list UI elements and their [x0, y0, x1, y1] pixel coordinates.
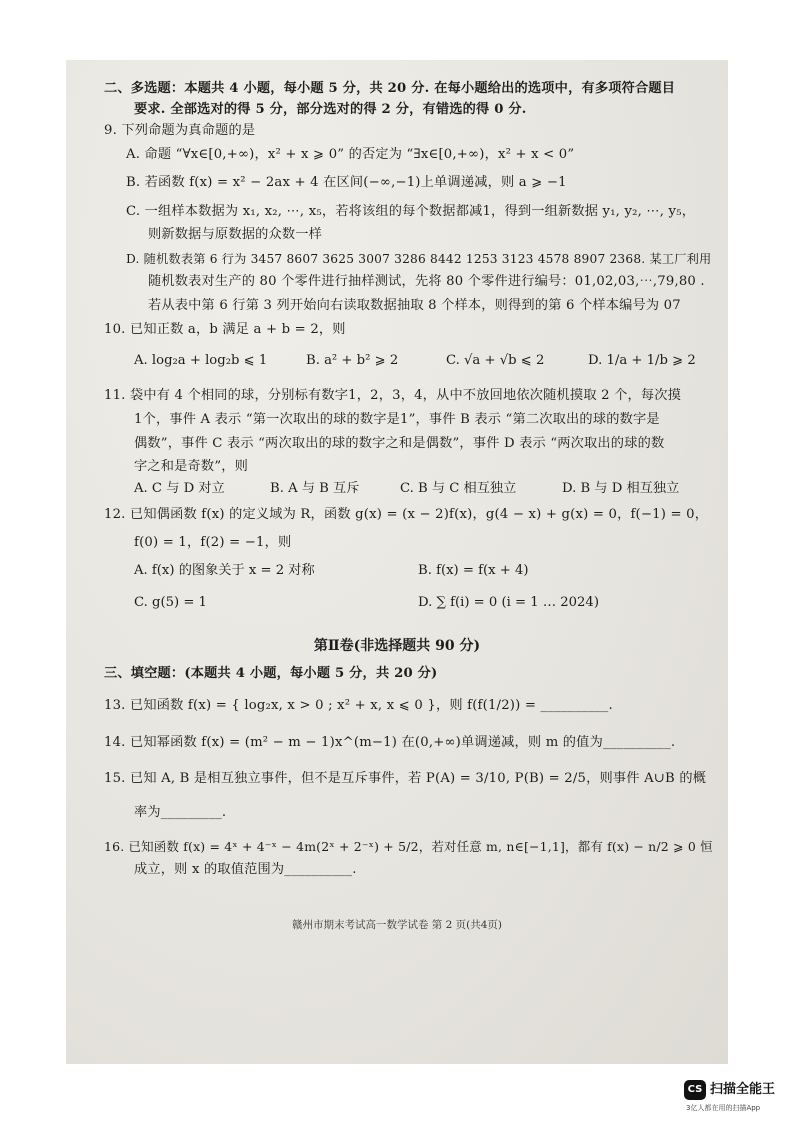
q16-line2: 成立，则 x 的取值范围为__________.: [134, 862, 357, 877]
q10-option-d: D. 1/a + 1/b ⩾ 2: [588, 353, 696, 368]
q12-option-c: C. g(5) = 1: [134, 595, 207, 610]
q12-line1: 12. 已知偶函数 f(x) 的定义域为 R，函数 g(x) = (x − 2)f(x)，g(4 − x) + g(x) = 0，f(−1) = 0，: [104, 507, 709, 522]
page-footer: 赣州市期末考试高一数学试卷 第 2 页(共4页): [291, 919, 503, 931]
q16-line1: 16. 已知函数 f(x) = 4ˣ + 4⁻ˣ − 4m(2ˣ + 2⁻ˣ) + 5/2，若对任意 m, n∈[−1,1]，都有 f(x) − n/2 ⩾ 0 恒: [104, 839, 713, 854]
q12-option-b: B. f(x) = f(x + 4): [418, 563, 529, 578]
q9-stem: 9. 下列命题为真命题的是: [104, 123, 256, 138]
brand-slogan: 3亿人都在用的扫描App: [686, 1104, 761, 1112]
q15-line1: 15. 已知 A, B 是相互独立事件，但不是互斥事件，若 P(A) = 3/10, P(B) = 2/5，则事件 A∪B 的概: [104, 771, 707, 786]
q9-option-b: B. 若函数 f(x) = x² − 2ax + 4 在区间(−∞,−1)上单调递减，则 a ⩾ −1: [126, 175, 567, 190]
q10-option-b: B. a² + b² ⩾ 2: [306, 353, 399, 368]
q11-line2: 1个，事件 A 表示 “第一次取出的球的数字是1”，事件 B 表示 “第二次取出的球的数字是: [134, 412, 660, 427]
cs-logo-icon: CS: [684, 1080, 706, 1100]
q10-stem: 10. 已知正数 a，b 满足 a + b = 2，则: [104, 322, 346, 337]
section2-header: 二、多选题：本题共 4 小题，每小题 5 分，共 20 分. 在每小题给出的选项中，有多项符合题目: [104, 81, 676, 96]
q9-option-d-cont1: 随机数表对生产的 80 个零件进行抽样测试，先将 80 个零件进行编号：01,02,03,⋯,79,80 .: [148, 274, 705, 289]
section3-header: 三、填空题：(本题共 4 小题，每小题 5 分，共 20 分): [104, 666, 438, 681]
q12-option-d: D. ∑ f(i) = 0 (i = 1 … 2024): [418, 595, 599, 610]
part2-title: 第Ⅱ卷(非选择题共 90 分): [313, 638, 481, 654]
q15-line2: 率为_________.: [134, 805, 227, 820]
q11-option-d: D. B 与 D 相互独立: [562, 481, 680, 496]
q9-option-c-cont: 则新数据与原数据的众数一样: [148, 227, 323, 242]
q11-option-b: B. A 与 B 互斥: [270, 481, 360, 496]
q11-line4: 字之和是奇数”，则: [134, 459, 249, 474]
q13-text: 13. 已知函数 f(x) = { log₂x, x > 0 ; x² + x, x ⩽ 0 }，则 f(f(1/2)) = __________.: [104, 698, 613, 713]
q14-text: 14. 已知幂函数 f(x) = (m² − m − 1)x^(m−1) 在(0,+∞)单调递减，则 m 的值为__________.: [104, 735, 676, 750]
q10-option-c: C. √a + √b ⩽ 2: [446, 353, 545, 368]
q9-option-a: A. 命题 “∀x∈[0,+∞)，x² + x ⩾ 0” 的否定为 “∃x∈[0,+∞)，x² + x < 0”: [126, 147, 575, 162]
q12-option-a: A. f(x) 的图象关于 x = 2 对称: [134, 563, 315, 578]
q11-option-c: C. B 与 C 相互独立: [400, 481, 517, 496]
q11-line3: 偶数”，事件 C 表示 “两次取出的球的数字之和是偶数”，事件 D 表示 “两次取出的球的数: [134, 436, 665, 451]
q11-line1: 11. 袋中有 4 个相同的球，分别标有数字1，2，3，4，从中不放回地依次随机摸取 2 个，每次摸: [104, 388, 682, 403]
section2-header-cont: 要求. 全部选对的得 5 分，部分选对的得 2 分，有错选的得 0 分.: [134, 102, 527, 117]
q12-line2: f(0) = 1，f(2) = −1，则: [134, 535, 292, 550]
q11-option-a: A. C 与 D 对立: [134, 481, 225, 496]
scanner-watermark: [682, 1079, 794, 1119]
q10-option-a: A. log₂a + log₂b ⩽ 1: [134, 353, 268, 368]
q9-option-c: C. 一组样本数据为 x₁, x₂, ⋯, x₅，若将该组的每个数据都减1，得到一组新数据 y₁, y₂, ⋯, y₅，: [126, 204, 696, 219]
q9-option-d: D. 随机数表第 6 行为 3457 8607 3625 3007 3286 8442 1253 3123 4578 8907 2368. 某工厂利用: [126, 252, 712, 266]
q9-option-d-cont2: 若从表中第 6 行第 3 列开始向右读取数据抽取 8 个样本，则得到的第 6 个样本编号为 07: [148, 298, 681, 313]
brand-name: 扫描全能王: [710, 1082, 776, 1097]
